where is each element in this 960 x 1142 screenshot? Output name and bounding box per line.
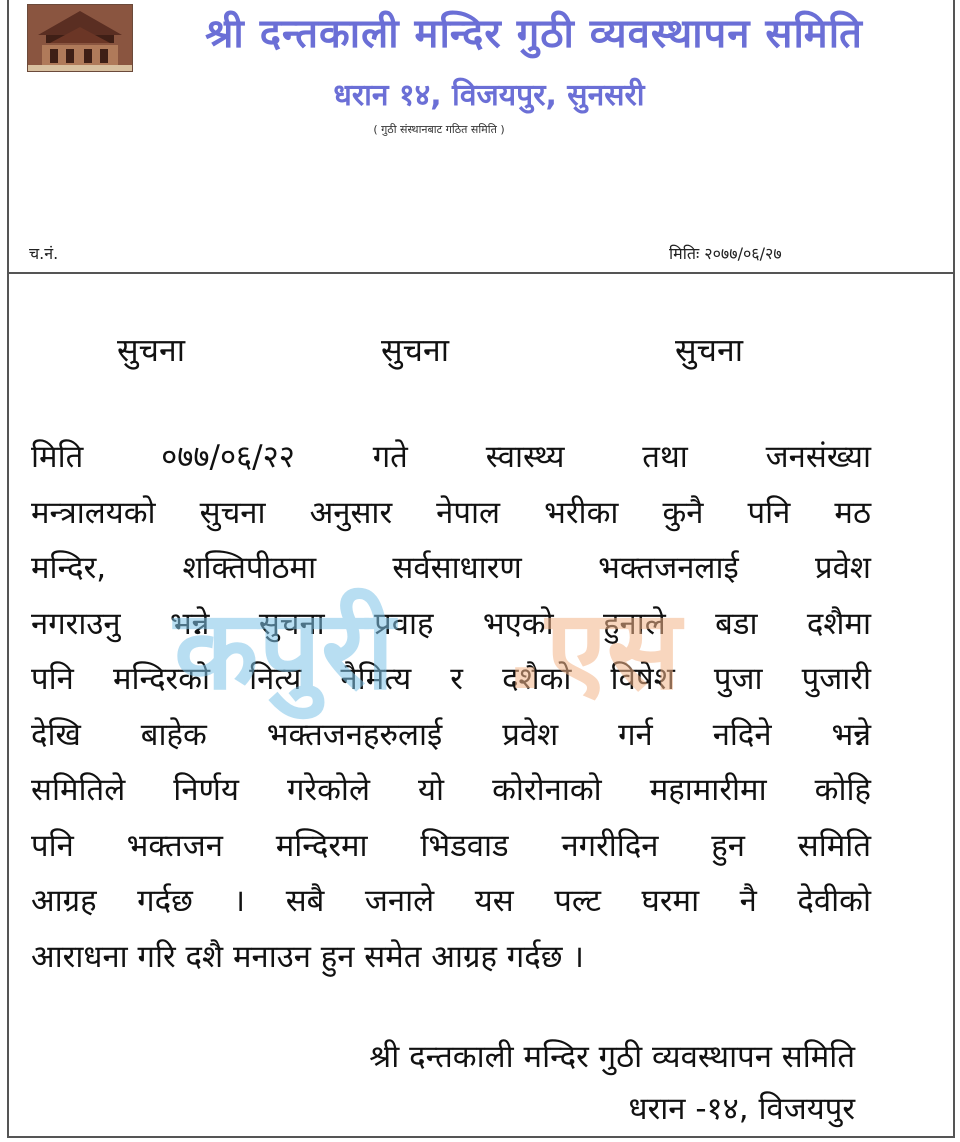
organization-address: धरान १४, विजयपुर, सुनसरी xyxy=(333,78,645,113)
body-line: मन्त्रालयको सुचना अनुसार नेपाल भरीका कुनै पनि मठ xyxy=(31,494,871,531)
signature-organization: श्री दन्तकाली मन्दिर गुठी व्यवस्थापन समिति xyxy=(369,1039,855,1075)
temple-icon xyxy=(28,5,132,71)
body-line: मिति ०७७/०६/२२ गते स्वास्थ्य तथा जनसंख्या xyxy=(31,439,871,475)
notice-heading: सुचना xyxy=(675,331,744,369)
watermark-text-orange: .एस xyxy=(504,586,681,714)
body-line: आग्रह गर्दछ । सबै जनाले यस पल्ट घरमा नै देवीको xyxy=(31,883,871,919)
organization-name: श्री दन्तकाली मन्दिर गुठी व्यवस्थापन समिति xyxy=(205,11,863,57)
notice-heading: सुचना xyxy=(381,331,450,369)
organization-tagline: ( गुठी संस्थानबाट गठित समिति ) xyxy=(373,123,505,136)
signature-address: धरान -१४, विजयपुर xyxy=(628,1091,855,1127)
notice-body xyxy=(31,430,871,985)
body-line: पनि भक्तजन मन्दिरमा भिडवाड नगरीदिन हुन समिति xyxy=(31,827,871,864)
body-line: नगराउनु भन्ने सुचना प्रवाह भएको हुनाले बडा दशैमा xyxy=(31,605,871,642)
notice-heading-row xyxy=(9,320,953,380)
watermark-text-blue: कपुरी xyxy=(174,586,395,714)
body-line: आराधना गरि दशै मनाउन हुन समेत आग्रह गर्दछ । xyxy=(31,938,585,975)
letter-date: मितिः २०७७/०६/२७ xyxy=(669,244,782,263)
notice-heading: सुचना xyxy=(117,331,186,369)
body-line: समितिले निर्णय गरेकोले यो कोरोनाको महामारीमा कोहि xyxy=(31,772,871,808)
body-line: पनि मन्दिरको नित्य नैमित्य र दशैको विषेश पुजा पुजारी xyxy=(31,661,871,697)
reference-number-label: च.नं. xyxy=(29,244,59,263)
temple-logo-image xyxy=(27,4,133,72)
letterhead xyxy=(9,0,953,274)
notice-page xyxy=(7,0,955,1138)
body-line: मन्दिर, शक्तिपीठमा सर्वसाधारण भक्तजनलाई प्रवेश xyxy=(31,550,871,586)
body-line: देखि बाहेक भक्तजनहरुलाई प्रवेश गर्न नदिने भन्ने xyxy=(31,716,871,753)
